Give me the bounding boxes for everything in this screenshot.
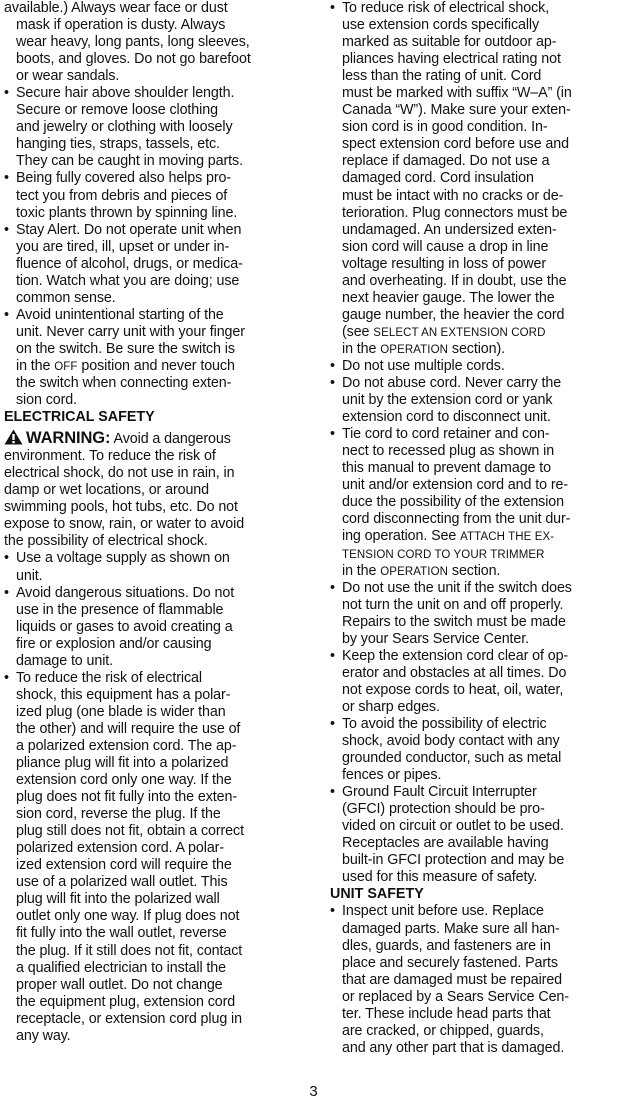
text-line: damaged parts. Make sure all han-	[342, 920, 560, 937]
text-line: extension cord only one way. If the	[16, 772, 232, 789]
text-line: sion cord, reverse the plug. If the	[16, 806, 221, 823]
text-line: undamaged. An undersized exten-	[342, 221, 557, 238]
text-line: wear heavy, long pants, long sleeves,	[16, 34, 250, 51]
text-line: or replaced by a Sears Service Cen-	[342, 988, 569, 1005]
text-line: gauge number, the heavier the cord	[342, 306, 565, 323]
warning-line	[4, 426, 304, 448]
text-line: ized plug (one blade is wider than	[16, 703, 226, 720]
text-line: the switch when connecting exten-	[16, 375, 232, 392]
text-line: shock, this equipment has a polar-	[16, 686, 231, 703]
text-line: outlet only one way. If plug does not	[16, 908, 240, 925]
bullet-line: • Do not abuse cord. Never carry the	[330, 375, 625, 392]
text-line: cord disconnecting from the unit dur-	[342, 511, 571, 528]
text-line: in the OPERATION section.	[342, 562, 501, 579]
text-line: or sharp edges.	[342, 698, 440, 715]
text-line: swimming pools, hot tubs, etc. Do not	[4, 499, 238, 516]
bullet-line: • To avoid the possibility of electric	[330, 716, 625, 733]
text-line: Repairs to the switch must be made	[342, 613, 566, 630]
text-line: replace if damaged. Do not use a	[342, 153, 550, 170]
text-line: terioration. Plug connectors must be	[342, 204, 568, 221]
text-line: pliances having electrical rating not	[342, 51, 561, 68]
text-line: toxic plants thrown by spinning line.	[16, 204, 238, 221]
text-line: are cracked, or chipped, guards,	[342, 1022, 544, 1039]
text-line: in the OPERATION section).	[342, 340, 506, 357]
bullet-line: • Use a voltage supply as shown on	[4, 550, 304, 567]
section-heading: ELECTRICAL SAFETY	[4, 409, 155, 426]
text-line: proper wall outlet. Do not change	[16, 976, 223, 993]
text-line: fit fully into the wall outlet, reverse	[16, 925, 227, 942]
page-number: 3	[309, 1083, 318, 1100]
text-line: erator and obstacles at all times. Do	[342, 664, 567, 681]
bullet-line: • To reduce risk of electrical shock,	[330, 0, 625, 17]
text-line: ter. These include head parts that	[342, 1005, 551, 1022]
section-heading: UNIT SAFETY	[330, 886, 424, 903]
text-line: unit by the extension cord or yank	[342, 392, 553, 409]
text-line: voltage resulting in loss of power	[342, 255, 547, 272]
text-line: tect you from debris and pieces of	[16, 187, 228, 204]
text-line: environment. To reduce the risk of	[4, 448, 216, 465]
text-line: They can be caught in moving parts.	[16, 153, 243, 170]
text-line: Receptacles are available having	[342, 835, 549, 852]
text-line: (GFCI) protection should be pro-	[342, 801, 545, 818]
bullet-line: • Keep the extension cord clear of op-	[330, 648, 625, 665]
bullet-line: • Secure hair above shoulder length.	[4, 85, 304, 102]
text-line: unit.	[16, 567, 43, 584]
text-line: unit. Never carry unit with your finger	[16, 323, 245, 340]
text-line: nect to recessed plug as shown in	[342, 443, 555, 460]
text-line: pliance plug will fit into a polarized	[16, 755, 229, 772]
text-line: fences or pipes.	[342, 767, 442, 784]
text-line: must be intact with no cracks or de-	[342, 187, 564, 204]
text-line: damage to unit.	[16, 652, 114, 669]
text-line: and overheating. If in doubt, use the	[342, 272, 567, 289]
text-line: damaged cord. Cord insulation	[342, 170, 534, 187]
warning-label: WARNING:	[26, 429, 111, 448]
bullet-line: • Do not use multiple cords.	[330, 358, 625, 375]
text-line: the possibility of electrical shock.	[4, 533, 208, 550]
text-line: liquids or gases to avoid creating a	[16, 618, 233, 635]
bullet-line: • Avoid unintentional starting of the	[4, 307, 304, 324]
warning-text: Avoid a dangerous	[110, 431, 231, 448]
text-line: marked as suitable for outdoor ap-	[342, 34, 557, 51]
text-line: tion. Watch what you are doing; use	[16, 272, 240, 289]
text-line: duce the possibility of the extension	[342, 494, 565, 511]
text-line: expose to snow, rain, or water to avoid	[4, 516, 245, 533]
text-line: the plug. If it still does not fit, contact	[16, 942, 243, 959]
text-line: built-in GFCI protection and may be	[342, 852, 565, 869]
text-line: vided on circuit or outlet to be used.	[342, 818, 564, 835]
text-line: dles, guards, and fasteners are in	[342, 937, 551, 954]
text-line: ing operation. See ATTACH THE EX-	[342, 528, 555, 545]
text-line: by your Sears Service Center.	[342, 630, 530, 647]
text-line: or wear sandals.	[16, 68, 120, 85]
text-line: boots, and gloves. Do not go barefoot	[16, 51, 251, 68]
text-line: the other) and will require the use of	[16, 720, 241, 737]
text-line: less than the rating of unit. Cord	[342, 68, 542, 85]
text-line: spect extension cord before use and	[342, 136, 569, 153]
bullet-line: • To reduce the risk of electrical	[4, 670, 304, 687]
text-line: next heavier gauge. The lower the	[342, 289, 555, 306]
text-line: a polarized extension cord. The ap-	[16, 737, 237, 754]
text-line: and any other part that is damaged.	[342, 1039, 565, 1056]
text-line: you are tired, ill, upset or under in-	[16, 238, 230, 255]
text-line: plug will fit into the polarized wall	[16, 891, 220, 908]
text-line: common sense.	[16, 289, 116, 306]
bullet-line: • Ground Fault Circuit Interrupter	[330, 784, 625, 801]
text-line: on the switch. Be sure the switch is	[16, 340, 235, 357]
text-line: extension cord to disconnect unit.	[342, 409, 551, 426]
text-line: damp or wet locations, or around	[4, 482, 210, 499]
text-line: sion cord.	[16, 392, 77, 409]
text-line: sion cord will cause a drop in line	[342, 238, 549, 255]
text-line: a qualified electrician to install the	[16, 959, 226, 976]
text-line: must be marked with suffix “W–A” (in	[342, 85, 572, 102]
bullet-line: • Tie cord to cord retainer and con-	[330, 426, 625, 443]
text-line: use in the presence of flammable	[16, 601, 224, 618]
text-line: the equipment plug, extension cord	[16, 993, 236, 1010]
text-line: sion cord is in good condition. In-	[342, 119, 548, 136]
text-line: in the OFF position and never touch	[16, 357, 235, 374]
warning-triangle-icon	[4, 429, 23, 445]
text-line: unit and/or extension cord and to re-	[342, 477, 568, 494]
text-line: this manual to prevent damage to	[342, 460, 551, 477]
text-line: TENSION CORD TO YOUR TRIMMER	[342, 548, 545, 561]
text-line: shock, avoid body contact with any	[342, 733, 560, 750]
bullet-line: • Being fully covered also helps pro-	[4, 170, 304, 187]
text-line: place and securely fastened. Parts	[342, 954, 558, 971]
text-line: ized extension cord will require the	[16, 857, 232, 874]
text-line: and jewelry or clothing with loosely	[16, 119, 233, 136]
text-line: electrical shock, do not use in rain, in	[4, 465, 235, 482]
text-line: mask if operation is dusty. Always	[16, 17, 226, 34]
text-line: fire or explosion and/or causing	[16, 635, 212, 652]
right-column	[330, 0, 625, 1057]
text-line: used for this measure of safety.	[342, 869, 538, 886]
text-line: receptacle, or extension cord plug in	[16, 1010, 242, 1027]
bullet-line: • Inspect unit before use. Replace	[330, 903, 625, 920]
text-line: plug does not fit fully into the exten-	[16, 789, 238, 806]
text-line: use extension cords specifically	[342, 17, 540, 34]
text-line: hanging ties, straps, tassels, etc.	[16, 136, 220, 153]
text-line: plug still does not fit, obtain a correct	[16, 823, 244, 840]
text-line: not expose cords to heat, oil, water,	[342, 681, 564, 698]
text-line: grounded conductor, such as metal	[342, 750, 562, 767]
text-line: that are damaged must be repaired	[342, 971, 563, 988]
text-line: Secure or remove loose clothing	[16, 102, 218, 119]
text-line: polarized extension cord. A polar-	[16, 840, 225, 857]
bullet-line: • Avoid dangerous situations. Do not	[4, 585, 304, 602]
text-line: use of a polarized wall outlet. This	[16, 874, 228, 891]
text-line: not turn the unit on and off properly.	[342, 596, 564, 613]
text-line: fluence of alcohol, drugs, or medica-	[16, 255, 243, 272]
bullet-line: • Do not use the unit if the switch does	[330, 580, 625, 597]
text-line: Canada “W”). Make sure your exten-	[342, 102, 571, 119]
text-line: (see SELECT AN EXTENSION CORD	[342, 323, 546, 340]
bullet-line: • Stay Alert. Do not operate unit when	[4, 222, 304, 239]
left-column	[4, 0, 304, 1045]
text-line: any way.	[16, 1027, 71, 1044]
text-line: available.) Always wear face or dust	[4, 0, 228, 16]
